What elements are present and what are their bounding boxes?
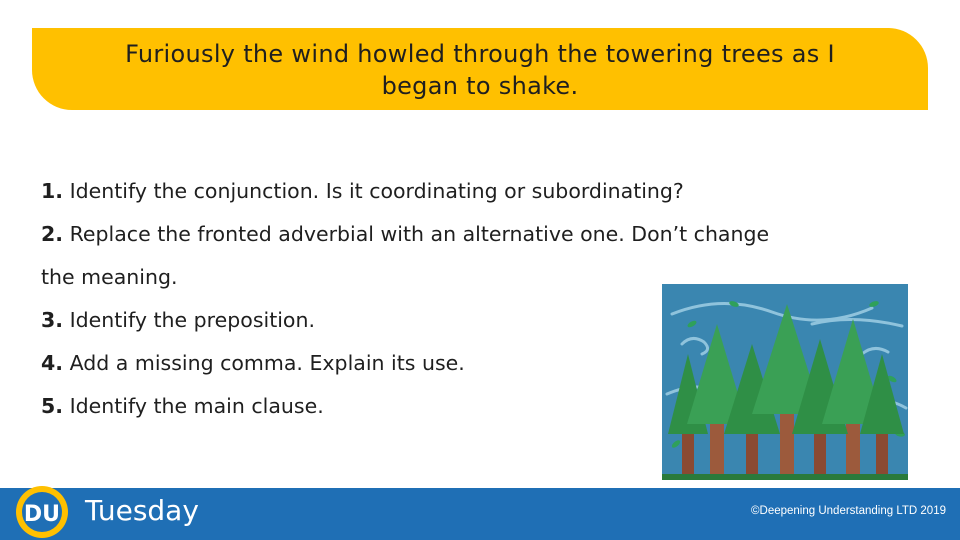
question-2-continuation: the meaning. (41, 265, 178, 289)
question-number: 4. (41, 351, 64, 375)
copyright-text: ©Deepening Understanding LTD 2019 (751, 505, 946, 517)
day-label: Tuesday (85, 494, 199, 527)
question-number: 3. (41, 308, 64, 332)
question-text: Replace the fronted adverbial with an alternative one. Don’t change (69, 222, 770, 246)
question-text: Add a missing comma. Explain its use. (69, 351, 465, 375)
title-banner (32, 28, 928, 110)
question-text: Identify the preposition. (69, 308, 315, 332)
question-number: 1. (41, 179, 64, 203)
question-number: 2. (41, 222, 64, 246)
logo-text: DU (23, 502, 61, 527)
banner-line-1: Furiously the wind howled through the towering trees as I (125, 40, 835, 68)
du-logo (12, 484, 72, 540)
question-2 (41, 213, 901, 256)
ground (662, 474, 908, 480)
banner-line-2: began to shake. (381, 72, 579, 100)
question-text: Identify the conjunction. Is it coordinating or subordinating? (69, 179, 684, 203)
question-1 (41, 170, 901, 213)
windy-forest-illustration (662, 284, 908, 480)
question-text: Identify the main clause. (69, 394, 324, 418)
question-number: 5. (41, 394, 64, 418)
